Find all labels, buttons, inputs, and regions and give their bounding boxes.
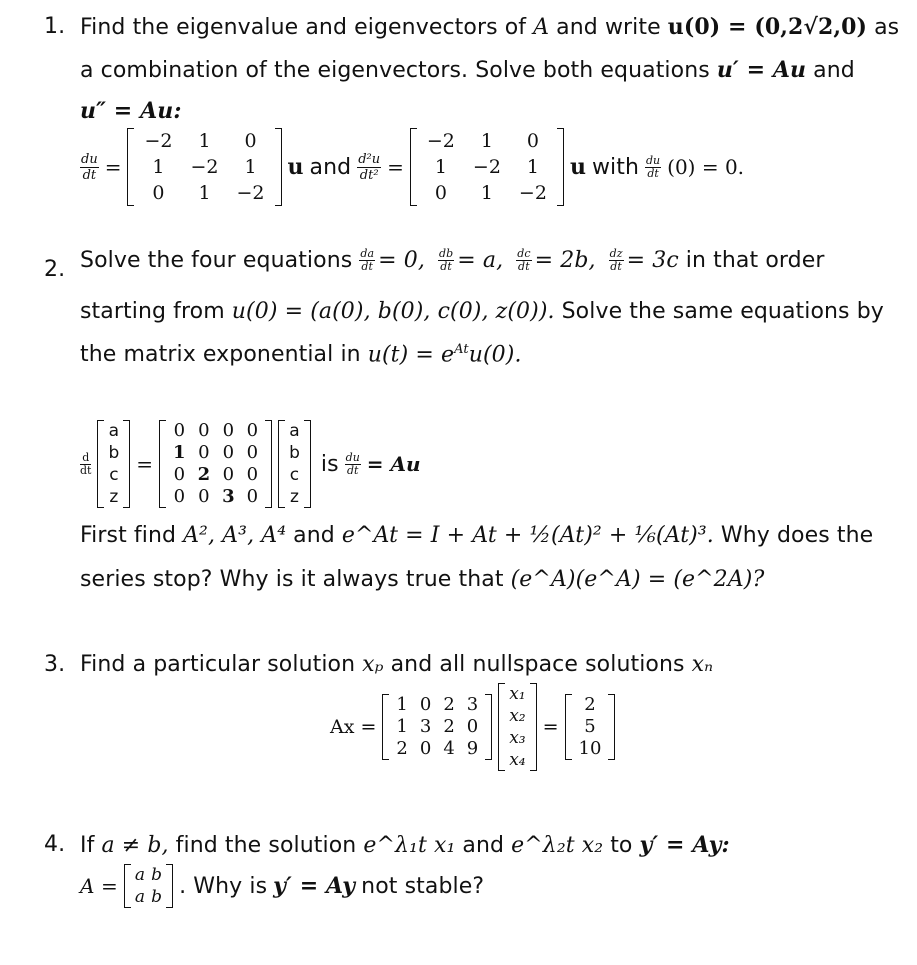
- unknown-vector-x: x₁ x₂ x₃ x₄: [498, 683, 536, 771]
- if-text: If: [80, 832, 95, 858]
- eq-dc: $\frac{dc}{dt}$ = 2b,: [517, 247, 596, 273]
- to-word: to: [610, 832, 633, 858]
- problem-1-as: as: [874, 14, 900, 40]
- matrix-a-second: −2 1 0 1 −2 1 0 1 −2: [410, 128, 564, 206]
- problem-2-line-2: [80, 299, 884, 324]
- problem-1-line-1: [80, 14, 899, 40]
- problem-2-line-5: [80, 567, 764, 592]
- coefficient-matrix: 1 0 2 3 1 3 2 0 2 0 4 9: [382, 694, 492, 760]
- eq-dz: $\frac{dz}{dt}$ = 3c: [609, 247, 679, 273]
- vector-u-2: u: [569, 154, 586, 180]
- xn-symbol: xₙ: [691, 652, 714, 677]
- right-hand-side-b: 2 5 10: [565, 694, 616, 760]
- u0-term: u(0).: [468, 342, 522, 368]
- matrix-a-first: −2 1 0 1 −2 1 0 1 −2: [127, 128, 281, 206]
- eq-db: $\frac{db}{dt}$ = a,: [438, 247, 504, 273]
- matrix-powers: A², A³, A⁴: [183, 523, 287, 548]
- problem-3-system: [330, 683, 615, 771]
- problem-2-line-1: [80, 248, 824, 273]
- initial-derivative: (0) = 0.: [667, 155, 745, 179]
- matrix-a-symbol: A: [533, 14, 550, 40]
- why-is-text: . Why is: [179, 873, 268, 899]
- problem-1-equations: [80, 128, 744, 206]
- equals-sign-3: =: [136, 452, 154, 476]
- matrix-exponential-text: the matrix exponential in: [80, 342, 361, 368]
- not-stable-text: not stable?: [361, 873, 485, 899]
- find-solution-text: find the solution: [175, 832, 357, 858]
- solution-formula: u(t) = e: [367, 342, 455, 368]
- equals-sign: =: [104, 155, 122, 179]
- problem-1-and: and: [813, 57, 855, 83]
- vector-abcz-left: a b c z: [97, 420, 130, 508]
- problem-2-line-4: [80, 523, 873, 548]
- problem-2-matrix-equation: [80, 420, 421, 508]
- problem-2-number: 2.: [44, 257, 66, 282]
- problem-2-line-3: [80, 342, 522, 367]
- first-find-text: First find: [80, 523, 177, 548]
- problem-1-number: 1.: [44, 14, 66, 39]
- problem-4-line-2: [80, 864, 484, 908]
- nullspace-text: and all nullspace solutions: [390, 652, 685, 677]
- condition-a-not-b: a ≠ b,: [101, 832, 169, 858]
- solution-2: e^λ₂t x₂: [511, 832, 604, 858]
- ode-y-prime-2: y′ = Ay: [273, 873, 356, 899]
- problem-4-line-1: [80, 832, 730, 858]
- matrix-a-2x2: a b a b: [124, 864, 173, 908]
- initial-condition-u0: u(0) = (0,2√2,0): [667, 14, 868, 40]
- problem-1-text: Find the eigenvalue and eigenvectors of: [80, 14, 527, 40]
- starting-from-text: starting from: [80, 299, 225, 324]
- with-word: with: [591, 154, 640, 180]
- du-dt-fraction: $\frac{du}{dt}$: [81, 151, 98, 183]
- and-word: and: [309, 154, 352, 180]
- problem-2-tail: in that order: [685, 248, 825, 273]
- first-order-equation: u′ = Au: [716, 57, 807, 83]
- ax-equals: Ax =: [330, 716, 377, 738]
- problem-2-lead: Solve the four equations: [80, 248, 353, 273]
- exponential-series: e^At = I + At + ½(At)² + ⅙(At)³.: [341, 523, 714, 548]
- exponential-identity: (e^A)(e^A) = (e^2A)?: [510, 567, 765, 592]
- xp-symbol: xₚ: [362, 652, 384, 677]
- d-dt-operator: $\frac{d}{dt}$: [80, 450, 92, 477]
- particular-solution-text: Find a particular solution: [80, 652, 356, 677]
- initial-vector: u(0) = (a(0), b(0), c(0), z(0)).: [231, 299, 555, 324]
- solution-1: e^λ₁t x₁: [363, 832, 456, 858]
- eq-da: $\frac{da}{dt}$ = 0,: [360, 247, 425, 273]
- and-word-2: and: [293, 523, 335, 548]
- du-dt-fraction-2: $\frac{du}{dt}$: [646, 153, 661, 180]
- matrix-a-4x4: 0 0 0 0 1 0 0 0 0 2 0 0 0 0 3 0: [159, 420, 272, 508]
- vector-abcz-right: a b c z: [278, 420, 311, 508]
- problem-1-and-write: and write: [556, 14, 661, 40]
- and-word-3: and: [462, 832, 505, 858]
- why-does-text: Why does the: [720, 523, 874, 548]
- problem-4-number: 4.: [44, 832, 66, 857]
- problem-3-line-1: [80, 652, 713, 677]
- is-word: is: [320, 451, 339, 477]
- solve-same-text: Solve the same equations by: [561, 299, 884, 324]
- series-stop-question: series stop? Why is it always true that: [80, 567, 504, 592]
- problem-3-number: 3.: [44, 652, 66, 677]
- equals-sign-4: =: [542, 716, 559, 738]
- problem-1-text-2: a combination of the eigenvectors. Solve both equations: [80, 57, 710, 83]
- equals-sign-2: =: [387, 155, 404, 179]
- ode-y-prime: y′ = Ay:: [639, 832, 730, 858]
- du-equals-au: = Au: [366, 452, 421, 476]
- exponent-at: At: [454, 342, 469, 357]
- d2u-dt2-fraction: $\frac{\text{d²u}}{\text{dt²}}$: [358, 151, 381, 183]
- second-order-equation: u″ = Au:: [80, 98, 182, 124]
- a-equals: A =: [80, 874, 118, 898]
- vector-u: u: [287, 154, 304, 180]
- du-dt-fraction-3: $\frac{du}{dt}$: [345, 450, 360, 477]
- problem-1-line-2: [80, 57, 855, 83]
